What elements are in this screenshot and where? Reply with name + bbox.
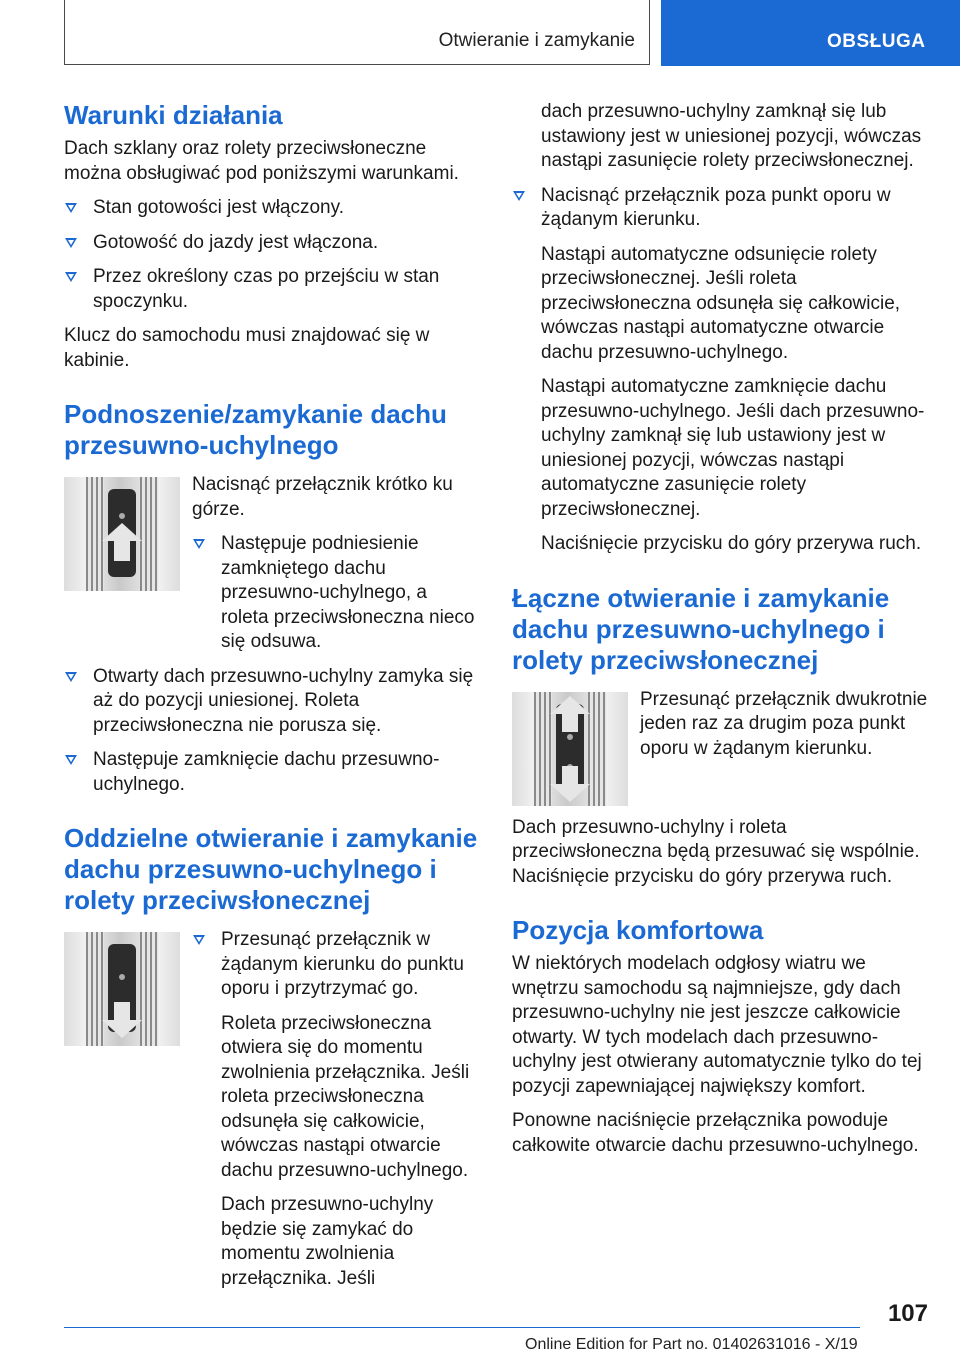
section-tab [661,0,960,66]
footer-divider [64,1327,860,1328]
paragraph: Nastąpi automatyczne zamknięcie dachu przesuwno-uchylnego. Jeśli dach przesuwno-uchylny zamknął się lub ustawiony jest w uniesionej pozycji, wówczas nastąpi automatyczne zasunięcie rolety przeciwsłonecznej. [541,376,925,520]
header-frame [64,0,650,65]
bullet-triangle-icon [193,539,205,549]
right-column [512,100,932,1168]
paragraph: Ponowne naciśnięcie przełącznika powoduje całkowite otwarcie dachu przesuwno-uchylnego. [512,1110,919,1156]
footer-edition: Online Edition for Part no. 01402631016 - X/19 [525,1336,858,1353]
figure-block [512,688,932,808]
list-item: Przesunąć przełącznik w żądanym kierunku do punktu oporu i przytrzymać go. [192,928,478,1002]
heading-pozycja: Pozycja komfortowa [512,915,764,945]
heading-warunki: Warunki działania [64,100,283,130]
bullet-triangle-icon [65,203,77,213]
list-item: Otwarty dach przesuwno-uchylny zamyka się aż do pozycji uniesionej. Roleta przeciwsłoneczna nie porusza się. [64,665,478,739]
bullet-triangle-icon [65,672,77,682]
list-item: Gotowość do jazdy jest włączona. [64,231,478,256]
bullet-triangle-icon [65,238,77,248]
paragraph: dach przesuwno-uchylny zamknął się lub ustawiony jest w uniesionej pozycji, wówczas nastąpi zasunięcie rolety przeciwsłonecznej. [541,101,922,171]
heading-podnoszenie: Podnoszenie/zamykanie dachu przesuwno-uchylnego [64,399,447,460]
paragraph: Nastąpi automatyczne odsunięcie rolety przeciwsłonecznej. Jeśli roleta przeciwsłoneczna odsunęła się całkowicie, wówczas nastąpi automatyczne otwarcie dachu przesuwno-uchylnego. [541,243,901,363]
paragraph: Klucz do samochodu musi znajdować się w kabinie. [64,325,430,371]
left-column [64,100,478,1301]
switch-up-down-image [512,692,628,806]
heading-oddzielne: Oddzielne otwieranie i zamykanie dachu przesuwno-uchylnego i rolety przeciwsłonecznej [64,823,478,915]
paragraph: Dach przesuwno-uchylny będzie się zamykać do momentu zwolnienia przełącznika. Jeśli [221,1194,434,1289]
bullet-triangle-icon [65,272,77,282]
figure-block [64,928,478,1291]
chapter-title: Otwieranie i zamykanie [438,30,635,51]
list-item: Nacisnąć przełącznik poza punkt oporu w żądanym kierunku. [512,184,932,233]
list-item: Stan gotowości jest włączony. [64,196,478,221]
list-item: Następuje zamknięcie dachu przesuwno-uchylnego. [64,748,478,797]
list-item: Następuje podniesienie zamkniętego dachu przesuwno-uchylnego, a roleta przeciwsłoneczna nieco się odsuwa. [192,532,478,655]
paragraph: Dach szklany oraz rolety przeciwsłoneczne można obsługiwać pod poniższymi warunkami. [64,138,459,184]
paragraph: W niektórych modelach odgłosy wiatru we wnętrzu samochodu są najmniejsze, gdy dach przesuwno-uchylny nie jest jeszcze całkowicie otwarty. W tych modelach dach przesuwno-uchylny jest otwierany automatycznie tylko do tej pozycji zapewniającej największy komfort. [512,953,922,1097]
section-label: OBSŁUGA [827,31,926,52]
bullet-triangle-icon [65,755,77,765]
paragraph: Roleta przeciwsłoneczna otwiera się do momentu zwolnienia przełącznika. Jeśli roleta przeciwsłoneczna odsunęła się całkowicie, wówczas nastąpi otwarcie dachu przesuwno-uchylnego. [221,1012,470,1181]
paragraph: Dach przesuwno-uchylny i roleta przeciwsłoneczna będą przesuwać się wspólnie. Naciśnięcie przycisku do góry przerywa ruch. [512,816,920,887]
list-item: Przez określony czas po przejściu w stan spoczynku. [64,265,478,314]
paragraph: Naciśnięcie przycisku do góry przerywa ruch. [541,533,922,554]
instruction: Nacisnąć przełącznik krótko ku górze. [192,474,453,520]
heading-laczne: Łączne otwieranie i zamykanie dachu przesuwno-uchylnego i rolety przeciwsłonecznej [512,582,890,675]
figure-block [64,473,478,655]
switch-up-down-image [64,932,180,1046]
bullet-triangle-icon [513,191,525,201]
paragraph: Przesunąć przełącznik dwukrotnie jeden raz za drugim poza punkt oporu w żądanym kierunku. [640,688,928,759]
bullet-triangle-icon [193,935,205,945]
page-number: 107 [887,1300,928,1327]
switch-up-image [64,477,180,591]
